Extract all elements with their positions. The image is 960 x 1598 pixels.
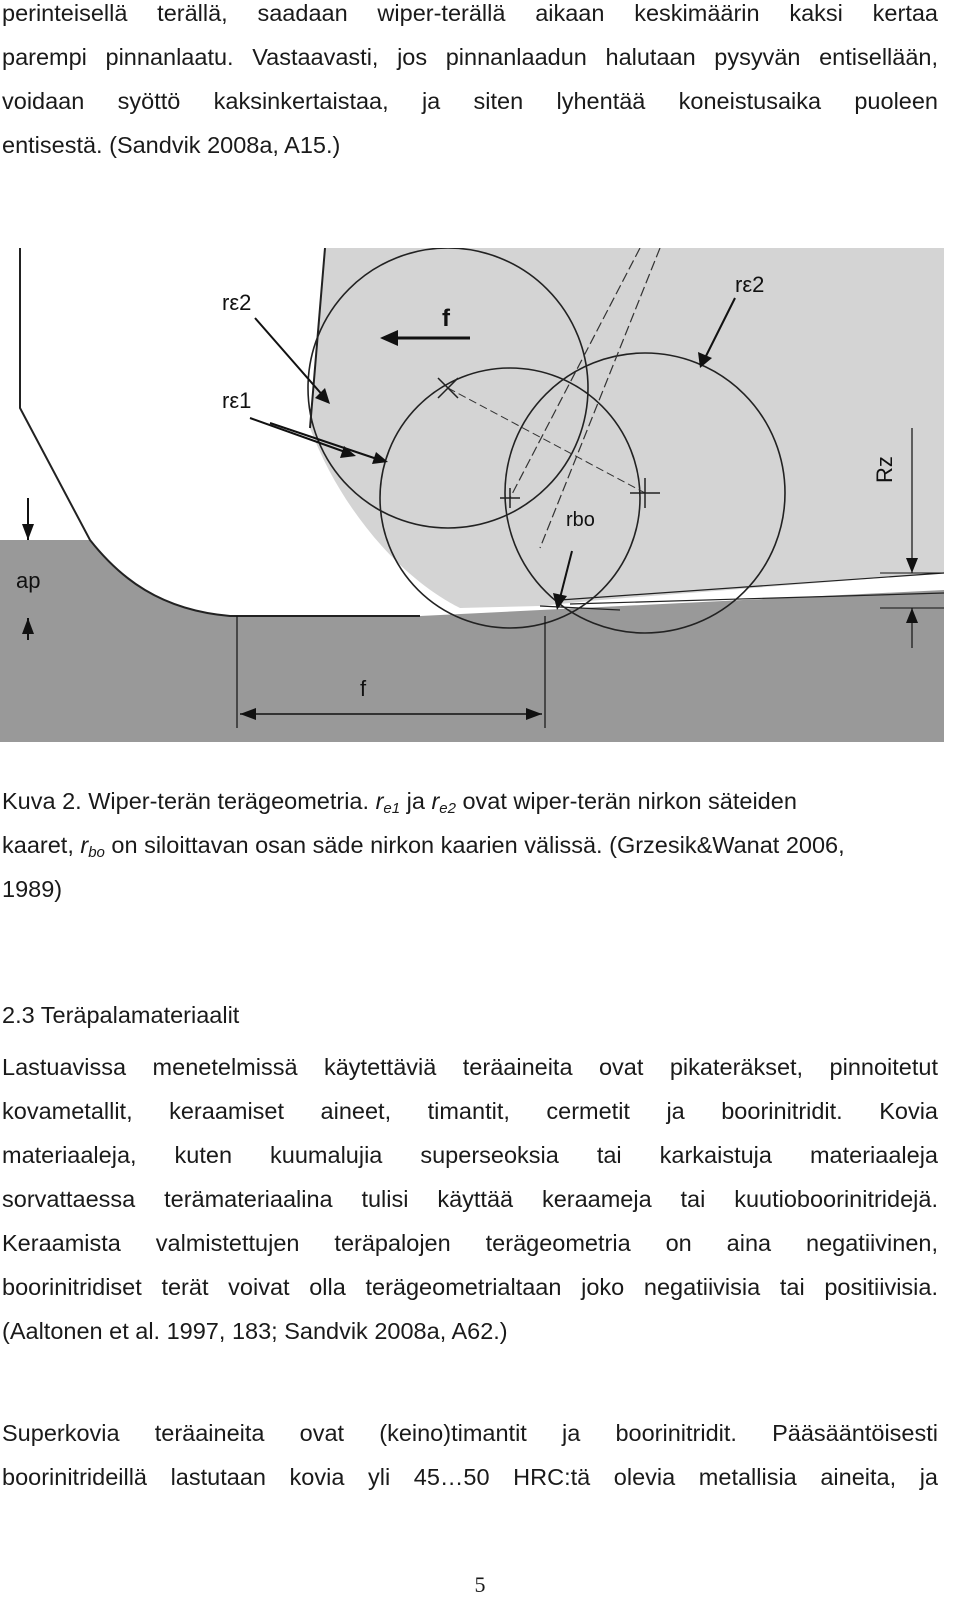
wiper-insert-geometry-figure <box>0 248 944 754</box>
text-line: voidaan syöttö kaksinkertaistaa, ja siten lyhentää koneistusaika puoleen <box>2 88 938 114</box>
text-line: Superkovia teräaineita ovat (keino)timantit ja boorinitridit. Pääsääntöisesti <box>2 1420 938 1446</box>
page-number: 5 <box>474 1572 486 1597</box>
caption-line-1: Kuva 2. Wiper-terän terägeometria. $r_{e1}$ ja $r_{e2}$ ovat wiper-terän nirkon säteiden <box>2 788 797 817</box>
label-rz: Rz <box>872 456 897 483</box>
label-f-arrow: f <box>442 305 450 332</box>
text-line: parempi pinnanlaatu. Vastaavasti, jos pinnanlaadun halutaan pysyvän entisellään, <box>2 44 938 70</box>
label-ap: ap <box>16 568 41 593</box>
text-line: (Aaltonen et al. 1997, 183; Sandvik 2008a, A62.) <box>2 1318 508 1344</box>
label-re2-left: rε2 <box>222 290 252 315</box>
text-line: sorvattaessa terämateriaalina tulisi käyttää keraameja tai kuutioboorinitridejä. <box>2 1186 938 1212</box>
text-line: perinteisellä terällä, saadaan wiper-terällä aikaan keskimäärin kaksi kertaa <box>2 0 938 26</box>
text-line: Keraamista valmistettujen teräpalojen terägeometria on aina negatiivinen, <box>2 1230 938 1256</box>
label-f-dim: f <box>360 676 367 701</box>
label-rbo: rbo <box>566 509 595 531</box>
caption-line-2: kaaret, $r_{bo}$ on siloittavan osan säde nirkon kaarien välissä. (Grzesik&Wanat 2006, <box>2 832 845 861</box>
text-line: boorinitridiset terät voivat olla terägeometrialtaan joko negatiivisia tai positiivisia. <box>2 1274 938 1300</box>
text-line: Lastuavissa menetelmissä käytettäviä teräaineita ovat pikateräkset, pinnoitetut <box>2 1054 938 1080</box>
label-re1: rε1 <box>222 388 252 413</box>
text-line: kovametallit, keraamiset aineet, timantit, cermetit ja boorinitridit. Kovia <box>2 1098 938 1124</box>
label-re2-right: rε2 <box>735 272 765 297</box>
caption-line-3: 1989) <box>2 876 63 902</box>
text-line: entisestä. (Sandvik 2008a, A15.) <box>2 132 341 158</box>
text-line: boorinitrideillä lastutaan kovia yli 45…50 HRC:tä olevia metallisia aineita, ja <box>2 1464 938 1490</box>
text-line: materiaaleja, kuten kuumalujia superseoksia tai karkaistuja materiaaleja <box>2 1142 938 1168</box>
section-heading: 2.3 Teräpalamateriaalit <box>2 1002 240 1028</box>
